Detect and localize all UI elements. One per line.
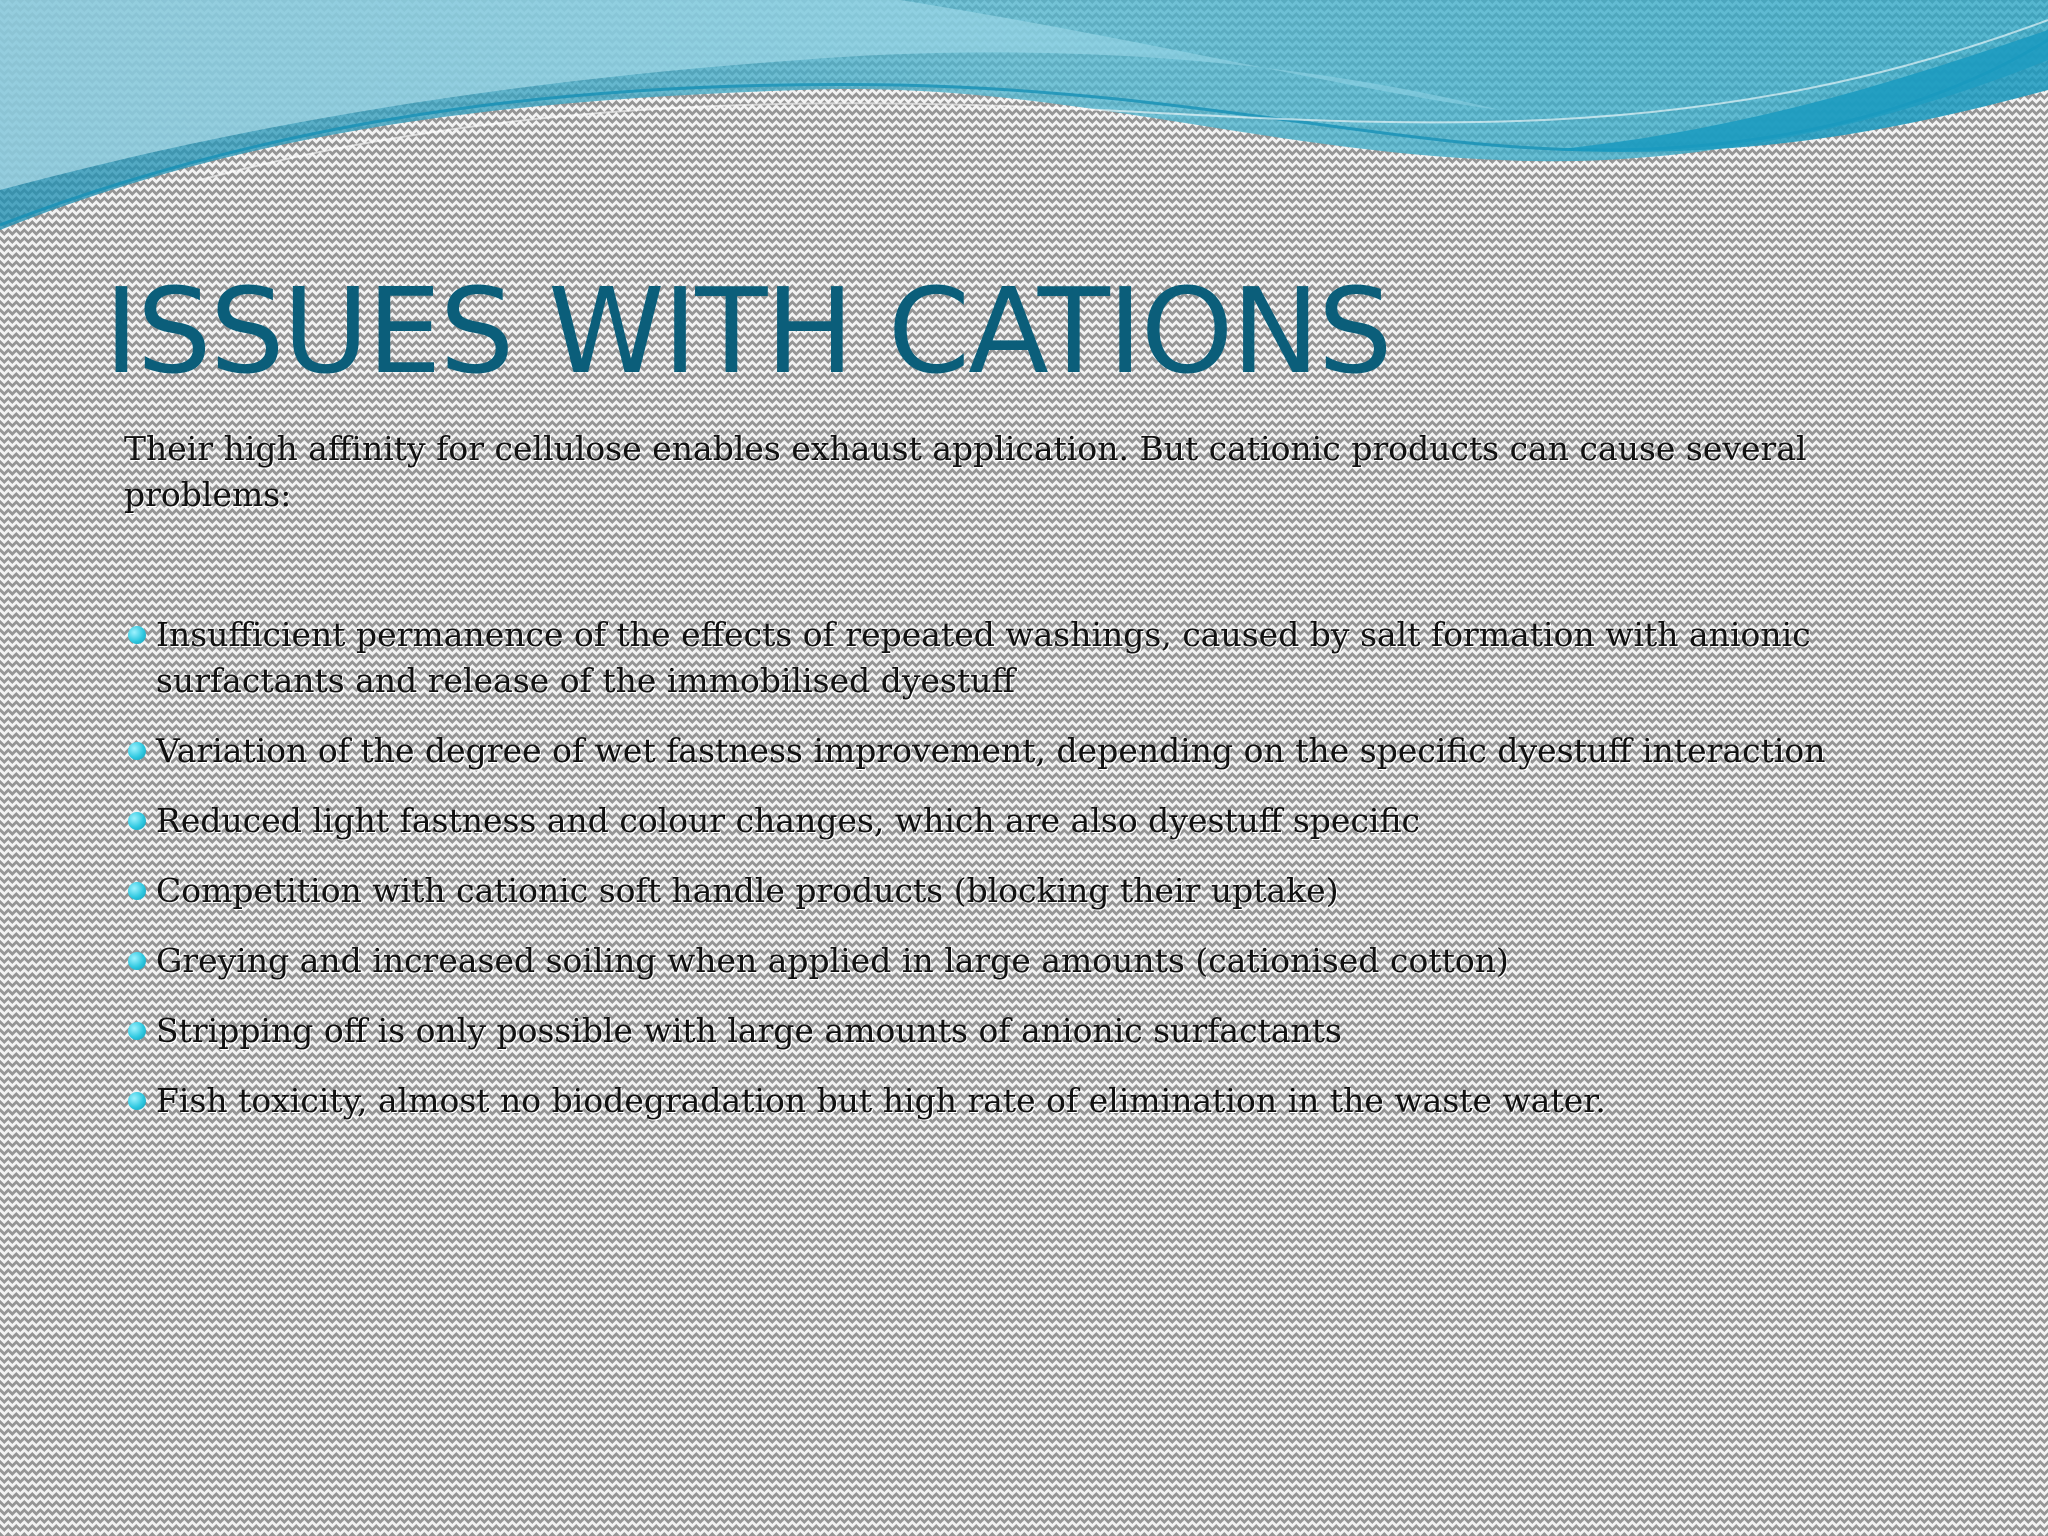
bullet-dot-icon [128,742,146,760]
bullet-text: Insufficient permanence of the effects of repeated washings, caused by salt formation with anionic surfactants and release of the immobilised dyestuff [156,615,1811,700]
bullet-dot-icon [128,952,146,970]
bullet-item-wet-fastness [124,728,1964,774]
bullet-text: Stripping off is only possible with large amounts of anionic surfactants [156,1011,1342,1050]
bullet-item-toxicity [124,1078,1964,1124]
bullet-dot-icon [128,1022,146,1040]
bullet-item-greying [124,938,1964,984]
intro-paragraph: Their high affinity for cellulose enables exhaust application. But cationic products can cause several problems: [124,429,1807,514]
bullet-item-stripping [124,1008,1964,1054]
slide-title: ISSUES WITH CATIONS [104,262,1391,400]
bullet-item-light-fastness [124,798,1964,844]
bullet-dot-icon [128,1092,146,1110]
bullet-item-competition [124,868,1964,914]
bullet-text: Variation of the degree of wet fastness improvement, depending on the specific dyestuff interaction [156,731,1826,770]
bullet-text: Reduced light fastness and colour changes, which are also dyestuff specific [156,801,1420,840]
bullet-dot-icon [128,882,146,900]
bullet-text: Greying and increased soiling when applied in large amounts (cationised cotton) [156,941,1509,980]
header-wave-decoration [0,0,2048,240]
bullet-list [124,612,1964,1148]
bullet-item-permanence [124,612,1964,704]
bullet-dot-icon [128,626,146,644]
bullet-dot-icon [128,812,146,830]
bullet-text: Competition with cationic soft handle products (blocking their uptake) [156,871,1339,910]
bullet-text: Fish toxicity, almost no biodegradation but high rate of elimination in the waste water. [156,1081,1606,1120]
